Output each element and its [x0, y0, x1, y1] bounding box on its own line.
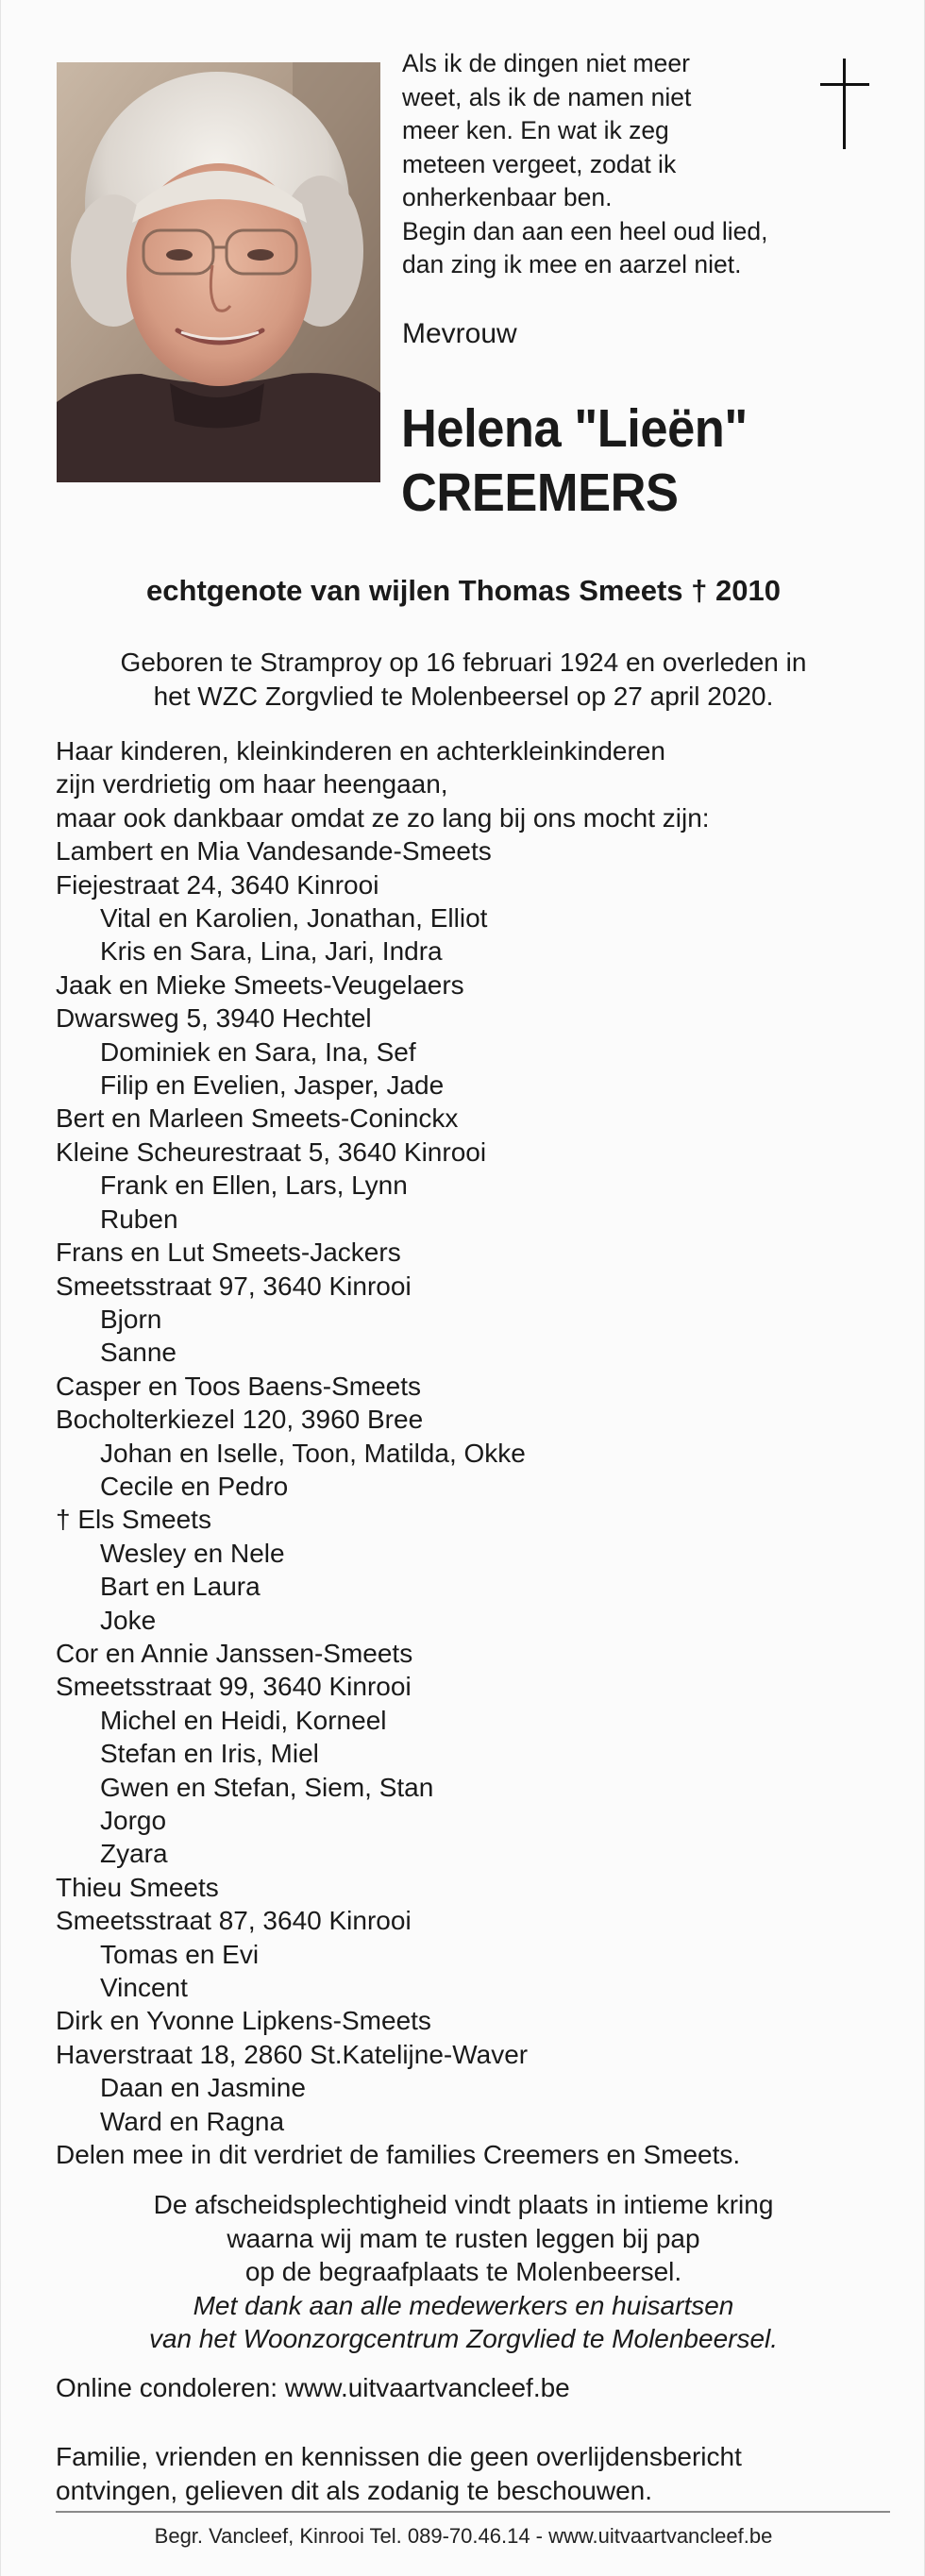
family-line: Tomas en Evi — [100, 1939, 260, 1969]
poem-line: weet, als ik de namen niet — [402, 82, 692, 111]
family-line: Joke — [100, 1605, 157, 1635]
family-line: Wesley en Nele — [100, 1538, 285, 1568]
poem-line: meteen vergeet, zodat ik — [402, 149, 677, 178]
family-line: Zyara — [100, 1839, 168, 1869]
family-line: Smeetsstraat 99, 3640 Kinrooi — [56, 1672, 412, 1702]
family-line: Sanne — [100, 1338, 177, 1368]
family-line: Kleine Scheurestraat 5, 3640 Kinrooi — [56, 1136, 487, 1167]
cross-icon — [816, 59, 873, 149]
family-line: Dirk en Yvonne Lipkens-Smeets — [56, 2006, 431, 2036]
family-line: Bert en Marleen Smeets-Coninckx — [56, 1103, 459, 1134]
family-line: Smeetsstraat 87, 3640 Kinrooi — [56, 1906, 412, 1936]
salutation: Mevrouw — [402, 318, 517, 349]
family-line: Jorgo — [100, 1806, 167, 1835]
family-line: Dwarsweg 5, 3940 Hechtel — [56, 1003, 372, 1034]
notice-line: ontvingen, gelieven dit als zodanig te beschouwen. — [56, 2475, 652, 2505]
family-line: Frans en Lut Smeets-Jackers — [56, 1237, 401, 1268]
family-line: Jaak en Mieke Smeets-Veugelaers — [56, 969, 464, 1000]
family-line: Bart en Laura — [100, 1572, 261, 1602]
family-line: Thieu Smeets — [56, 1872, 219, 1902]
family-line: Cecile en Pedro — [100, 1471, 289, 1501]
family-line: Bjorn — [100, 1304, 162, 1334]
family-line: Delen mee in dit verdriet de families Creemers en Smeets. — [56, 2140, 741, 2170]
family-line: Ward en Ragna — [100, 2106, 285, 2136]
family-line: Haar kinderen, kleinkinderen en achterkleinkinderen — [56, 736, 665, 766]
footer-divider — [56, 2511, 890, 2513]
family-line: Smeetsstraat 97, 3640 Kinrooi — [56, 1271, 412, 1301]
notice-text — [56, 2440, 742, 2507]
birth-death-details — [1, 646, 925, 714]
poem-line: Begin dan aan een heel oud lied, — [402, 216, 768, 245]
family-line: zijn verdrietig om haar heengaan, — [56, 769, 448, 800]
family-line: Fiejestraat 24, 3640 Kinrooi — [56, 869, 379, 900]
poem-line: Als ik de dingen niet meer — [402, 49, 690, 77]
family-line: Filip en Evelien, Jasper, Jade — [100, 1070, 445, 1101]
family-line: Vincent — [100, 1973, 188, 2003]
family-line: Johan en Iselle, Toon, Matilda, Okke — [100, 1438, 526, 1468]
funeral-line: van het Woonzorgcentrum Zorgvlied te Molenbeersel. — [148, 2324, 779, 2353]
family-line: Michel en Heidi, Korneel — [100, 1705, 387, 1735]
family-line: Dominiek en Sara, Ina, Sef — [100, 1036, 416, 1067]
funeral-line: waarna wij mam te rusten leggen bij pap — [227, 2223, 700, 2253]
family-line: Haverstraat 18, 2860 St.Katelijne-Waver — [56, 2039, 529, 2069]
birth-line: Geboren te Stramproy op 16 februari 1924 en overleden in — [120, 648, 807, 677]
deceased-name — [401, 396, 748, 525]
family-line: Cor en Annie Janssen-Smeets — [56, 1638, 413, 1668]
deceased-last-name: CREEMERS — [401, 463, 679, 523]
family-line: Stefan en Iris, Miel — [100, 1739, 319, 1769]
online-condolence: Online condoleren: www.uitvaartvancleef.be — [56, 2373, 570, 2402]
portrait-photo — [57, 62, 380, 482]
family-line: Frank en Ellen, Lars, Lynn — [100, 1170, 408, 1201]
family-line: Lambert en Mia Vandesande-Smeets — [56, 836, 492, 867]
family-line: † Els Smeets — [56, 1505, 211, 1535]
family-line: Kris en Sara, Lina, Jari, Indra — [100, 936, 443, 967]
family-list — [56, 734, 886, 2171]
family-line: Vital en Karolien, Jonathan, Elliot — [100, 903, 488, 934]
family-line: Casper en Toos Baens-Smeets — [56, 1371, 422, 1401]
funeral-details — [1, 2188, 925, 2356]
poem-line: dan zing ik mee en aarzel niet. — [402, 250, 742, 278]
family-line: Daan en Jasmine — [100, 2073, 306, 2103]
family-line: Ruben — [100, 1204, 178, 1234]
family-line: Bocholterkiezel 120, 3960 Bree — [56, 1405, 424, 1435]
poem — [402, 47, 817, 282]
notice-line: Familie, vrienden en kennissen die geen overlijdensbericht — [56, 2442, 742, 2471]
poem-line: onherkenbaar ben. — [402, 183, 613, 211]
funeral-line: Met dank aan alle medewerkers en huisartsen — [193, 2290, 734, 2320]
deceased-first-name: Helena "Lieën" — [401, 398, 748, 459]
funeral-line: op de begraafplaats te Molenbeersel. — [244, 2257, 682, 2286]
funeral-line: De afscheidsplechtigheid vindt plaats in intieme kring — [153, 2190, 774, 2219]
family-line: maar ook dankbaar omdat ze zo lang bij ons mocht zijn: — [56, 802, 710, 833]
family-line: Gwen en Stefan, Siem, Stan — [100, 1772, 434, 1802]
birth-line: het WZC Zorgvlied te Molenbeersel op 27 april 2020. — [153, 682, 774, 711]
funeral-home-footer: Begr. Vancleef, Kinrooi Tel. 089-70.46.14 - www.uitvaartvancleef.be — [154, 2524, 773, 2548]
spouse-line: echtgenote van wijlen Thomas Smeets † 2010 — [146, 574, 781, 607]
poem-line: meer ken. En wat ik zeg — [402, 116, 669, 144]
